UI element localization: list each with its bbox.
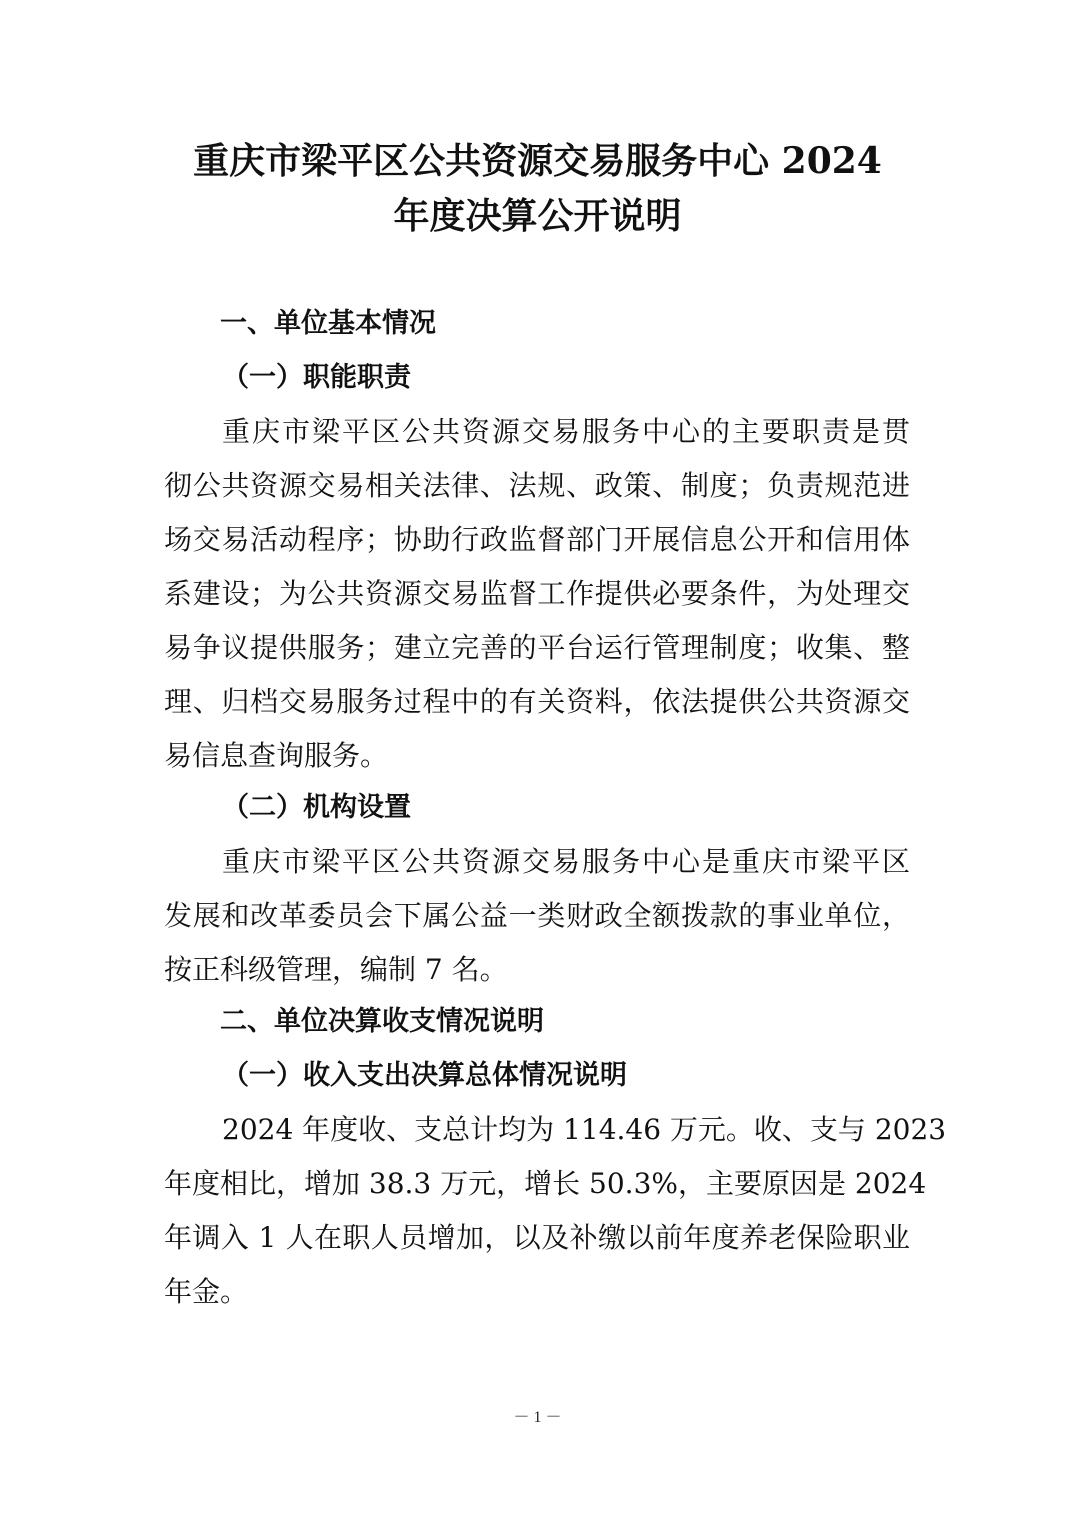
- paragraph-line: 易信息查询服务。: [164, 739, 389, 772]
- section-1-heading: 一、单位基本情况: [220, 308, 436, 339]
- paragraph-line: 年度相比，增加 38.3 万元，增长 50.3%，主要原因是 2024: [164, 1167, 927, 1200]
- section-1-sub-2-heading: （二）机构设置: [222, 792, 411, 823]
- page-number: － 1 －: [513, 1409, 562, 1426]
- paragraph-line: 理、归档交易服务过程中的有关资料，依法提供公共资源交: [164, 685, 910, 718]
- section-2-sub-1-heading: （一）收入支出决算总体情况说明: [222, 1060, 627, 1091]
- document-title-line-1: 重庆市梁平区公共资源交易服务中心 2024: [193, 140, 882, 182]
- section-2-heading: 二、单位决算收支情况说明: [220, 1006, 544, 1037]
- paragraph-line: 发展和改革委员会下属公益一类财政全额拨款的事业单位，: [164, 899, 910, 932]
- paragraph-line: 重庆市梁平区公共资源交易服务中心是重庆市梁平区: [222, 845, 910, 878]
- paragraph-line: 场交易活动程序；协助行政监督部门开展信息公开和信用体: [164, 523, 910, 556]
- paragraph-line: 彻公共资源交易相关法律、法规、政策、制度；负责规范进: [164, 469, 910, 502]
- paragraph-line: 按正科级管理，编制 7 名。: [164, 953, 508, 986]
- paragraph-line: 年调入 1 人在职人员增加，以及补缴以前年度养老保险职业: [164, 1221, 910, 1254]
- paragraph-line: 2024 年度收、支总计均为 114.46 万元。收、支与 2023: [222, 1113, 947, 1146]
- paragraph-line: 易争议提供服务；建立完善的平台运行管理制度；收集、整: [164, 631, 910, 664]
- document-title-line-2: 年度决算公开说明: [393, 195, 682, 237]
- section-1-sub-1-heading: （一）职能职责: [222, 362, 411, 393]
- paragraph-line: 年金。: [164, 1275, 249, 1308]
- paragraph-line: 重庆市梁平区公共资源交易服务中心的主要职责是贯: [222, 415, 910, 448]
- paragraph-line: 系建设；为公共资源交易监督工作提供必要条件，为处理交: [164, 577, 910, 610]
